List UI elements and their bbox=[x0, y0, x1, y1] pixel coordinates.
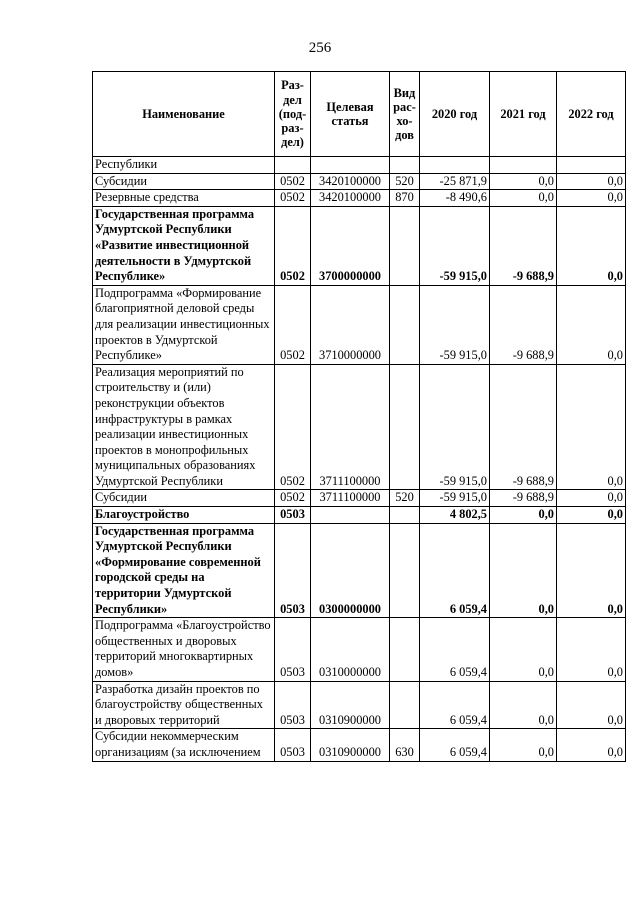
page-number: 256 bbox=[308, 40, 332, 56]
cell-2020: -59 915,0 bbox=[420, 285, 490, 364]
cell-expense: 870 bbox=[390, 190, 420, 207]
table-row bbox=[93, 523, 626, 618]
table-row bbox=[93, 364, 626, 490]
cell-section: 0502 bbox=[275, 490, 311, 507]
header-section: Раз-дел (под-раз-дел) bbox=[275, 72, 311, 157]
cell-section: 0502 bbox=[275, 364, 311, 490]
cell-name: Государственная программа Удмуртской Республики «Развитие инвестиционной деятельности в Удмуртской Республике» bbox=[93, 206, 275, 285]
cell-2020: -59 915,0 bbox=[420, 364, 490, 490]
cell-target: 3420100000 bbox=[311, 190, 390, 207]
cell-name: Субсидии bbox=[93, 490, 275, 507]
cell-section: 0502 bbox=[275, 190, 311, 207]
cell-2022: 0,0 bbox=[557, 190, 626, 207]
cell-2021: -9 688,9 bbox=[490, 285, 557, 364]
budget-table bbox=[92, 71, 626, 762]
cell-target: 0310900000 bbox=[311, 729, 390, 761]
cell-2021: -9 688,9 bbox=[490, 364, 557, 490]
cell-target bbox=[311, 157, 390, 174]
header-expense: Вид рас-хо-дов bbox=[390, 72, 420, 157]
table-row bbox=[93, 618, 626, 681]
cell-2021: 0,0 bbox=[490, 173, 557, 190]
cell-2020: -59 915,0 bbox=[420, 206, 490, 285]
cell-2022: 0,0 bbox=[557, 285, 626, 364]
header-2021: 2021 год bbox=[490, 72, 557, 157]
cell-target: 0310000000 bbox=[311, 618, 390, 681]
cell-expense bbox=[390, 157, 420, 174]
cell-section bbox=[275, 157, 311, 174]
cell-section: 0503 bbox=[275, 729, 311, 761]
cell-2020: 6 059,4 bbox=[420, 523, 490, 618]
cell-target: 3710000000 bbox=[311, 285, 390, 364]
cell-2020 bbox=[420, 157, 490, 174]
cell-section: 0503 bbox=[275, 523, 311, 618]
cell-expense bbox=[390, 364, 420, 490]
table-row bbox=[93, 729, 626, 761]
cell-target: 3711100000 bbox=[311, 490, 390, 507]
cell-expense bbox=[390, 507, 420, 524]
cell-expense bbox=[390, 681, 420, 729]
cell-name: Субсидии некоммерческим организациям (за исключением bbox=[93, 729, 275, 761]
cell-name: Подпрограмма «Формирование благоприятной деловой среды для реализации инвестиционных проектов в Удмуртской Республике» bbox=[93, 285, 275, 364]
cell-expense bbox=[390, 523, 420, 618]
cell-section: 0502 bbox=[275, 173, 311, 190]
cell-2022: 0,0 bbox=[557, 173, 626, 190]
cell-expense: 520 bbox=[390, 173, 420, 190]
cell-2022: 0,0 bbox=[557, 729, 626, 761]
cell-section: 0502 bbox=[275, 206, 311, 285]
cell-target: 3420100000 bbox=[311, 173, 390, 190]
cell-expense bbox=[390, 206, 420, 285]
cell-2020: -8 490,6 bbox=[420, 190, 490, 207]
cell-2021 bbox=[490, 157, 557, 174]
cell-name: Республики bbox=[93, 157, 275, 174]
table-row bbox=[93, 285, 626, 364]
cell-2021: 0,0 bbox=[490, 681, 557, 729]
cell-target: 3711100000 bbox=[311, 364, 390, 490]
cell-2021: -9 688,9 bbox=[490, 206, 557, 285]
cell-section: 0503 bbox=[275, 618, 311, 681]
cell-section: 0503 bbox=[275, 681, 311, 729]
cell-name: Благоустройство bbox=[93, 507, 275, 524]
cell-name: Резервные средства bbox=[93, 190, 275, 207]
header-2022: 2022 год bbox=[557, 72, 626, 157]
table-row bbox=[93, 190, 626, 207]
cell-2020: 4 802,5 bbox=[420, 507, 490, 524]
cell-2022: 0,0 bbox=[557, 507, 626, 524]
cell-target: 0300000000 bbox=[311, 523, 390, 618]
cell-name: Подпрограмма «Благоустройство общественных и дворовых территорий многоквартирных домов» bbox=[93, 618, 275, 681]
cell-expense: 630 bbox=[390, 729, 420, 761]
cell-expense bbox=[390, 285, 420, 364]
cell-name: Субсидии bbox=[93, 173, 275, 190]
header-target: Целевая статья bbox=[311, 72, 390, 157]
cell-section: 0502 bbox=[275, 285, 311, 364]
cell-name: Государственная программа Удмуртской Республики «Формирование современной городской среды на территории Удмуртской Республики» bbox=[93, 523, 275, 618]
table-row bbox=[93, 206, 626, 285]
cell-name: Разработка дизайн проектов по благоустройству общественных и дворовых территорий bbox=[93, 681, 275, 729]
cell-2021: 0,0 bbox=[490, 618, 557, 681]
table-row bbox=[93, 507, 626, 524]
cell-name: Реализация мероприятий по строительству и (или) реконструкции объектов инфраструктуры в рамках реализации инвестиционных проектов в монопрофильных муниципальных образованиях Удмуртской Республики bbox=[93, 364, 275, 490]
table-row bbox=[93, 681, 626, 729]
cell-2022: 0,0 bbox=[557, 681, 626, 729]
cell-2020: 6 059,4 bbox=[420, 681, 490, 729]
table-header-row bbox=[93, 72, 626, 157]
cell-2020: 6 059,4 bbox=[420, 618, 490, 681]
cell-expense: 520 bbox=[390, 490, 420, 507]
cell-2020: -25 871,9 bbox=[420, 173, 490, 190]
cell-2022: 0,0 bbox=[557, 523, 626, 618]
cell-2020: 6 059,4 bbox=[420, 729, 490, 761]
cell-2022: 0,0 bbox=[557, 206, 626, 285]
cell-target: 3700000000 bbox=[311, 206, 390, 285]
cell-expense bbox=[390, 618, 420, 681]
cell-2021: 0,0 bbox=[490, 507, 557, 524]
cell-2020: -59 915,0 bbox=[420, 490, 490, 507]
cell-2022: 0,0 bbox=[557, 618, 626, 681]
cell-2022: 0,0 bbox=[557, 364, 626, 490]
table-row bbox=[93, 173, 626, 190]
cell-2021: 0,0 bbox=[490, 729, 557, 761]
cell-2021: -9 688,9 bbox=[490, 490, 557, 507]
cell-target bbox=[311, 507, 390, 524]
cell-2021: 0,0 bbox=[490, 190, 557, 207]
cell-2022: 0,0 bbox=[557, 490, 626, 507]
table-row bbox=[93, 157, 626, 174]
cell-target: 0310900000 bbox=[311, 681, 390, 729]
header-name: Наименование bbox=[93, 72, 275, 157]
cell-section: 0503 bbox=[275, 507, 311, 524]
header-2020: 2020 год bbox=[420, 72, 490, 157]
cell-2021: 0,0 bbox=[490, 523, 557, 618]
table-row bbox=[93, 490, 626, 507]
cell-2022 bbox=[557, 157, 626, 174]
